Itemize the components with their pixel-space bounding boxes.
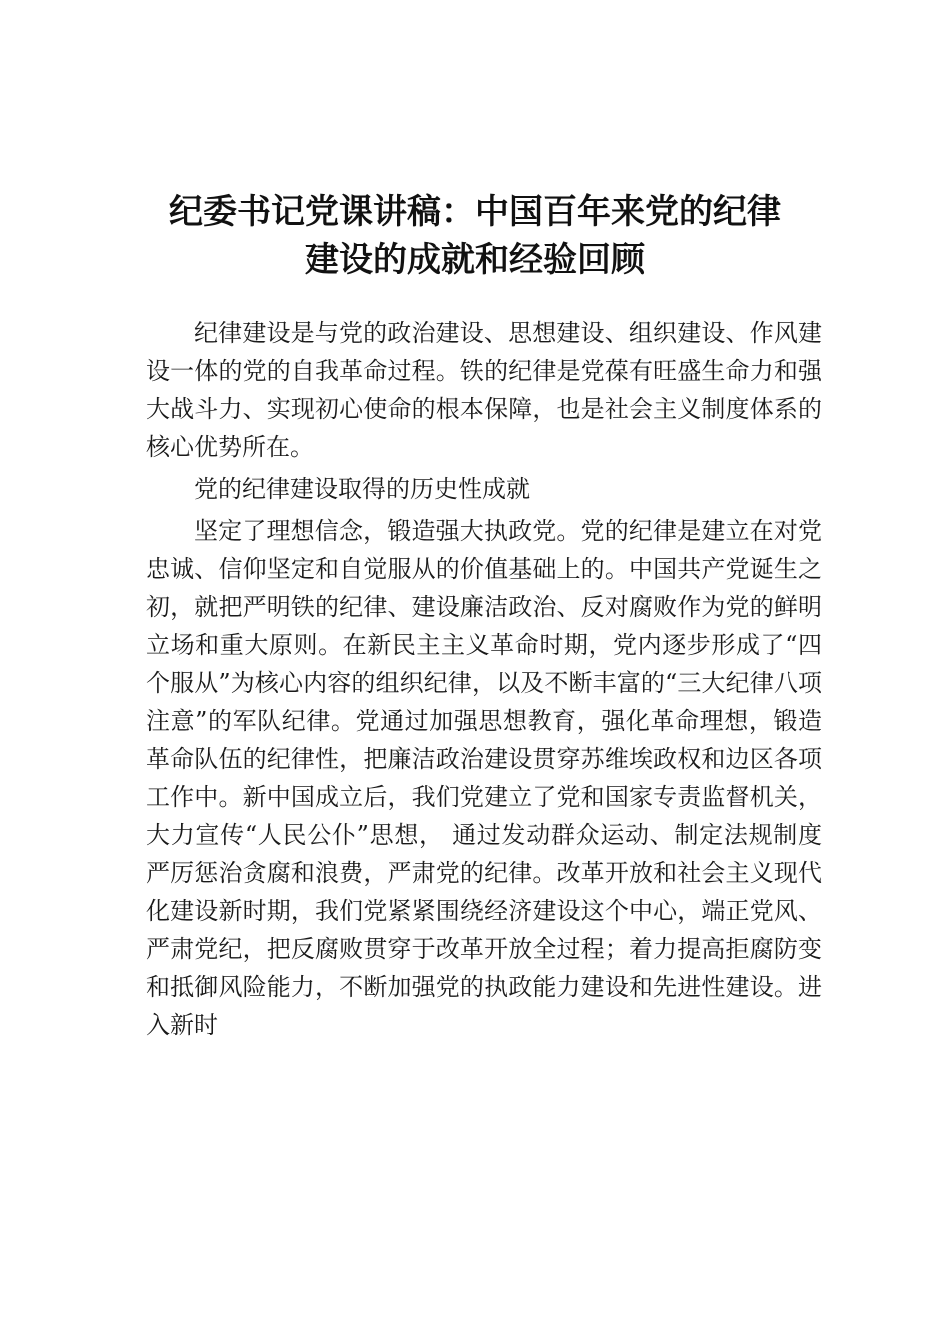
intro-paragraph: 纪律建设是与党的政治建设、思想建设、组织建设、作风建设一体的党的自我革命过程。铁的纪律是党葆有旺盛生命力和强大战斗力、实现初心使命的根本保障，也是社会主义制度体系的核心优势所在。: [146, 319, 822, 461]
title-line-2: 建设的成就和经验回顾: [305, 240, 645, 280]
achievement-paragraph: 坚定了理想信念，锻造强大执政党。党的纪律是建立在对党忠诚、信仰坚定和自觉服从的价值基础上的。中国共产党诞生之初，就把严明铁的纪律、建设廉洁政治、反对腐败作为党的鲜明立场和重大原则。在新民主主义革命时期，党内逐步形成了“四个服从”为核心内容的组织纪律，以及不断丰富的“三大纪律八项注意”的军队纪律。党通过加强思想教育，强化革命理想，锻造革命队伍的纪律性，把廉洁政治建设贯穿苏维埃政权和边区各项工作中。新中国成立后，我们党建立了党和国家专责监督机关，大力宣传“人民公仆”思想， 通过发动群众运动、制定法规制度严厉惩治贪腐和浪费，严肃党的纪律。改革开放和社会主义现代化建设新时期，我们党紧紧围绕经济建设这个中心，端正党风、严肃党纪，把反腐败贯穿于改革开放全过程；着力提高拒腐防变和抵御风险能力，不断加强党的执政能力建设和先进性建设。进入新时: [146, 517, 822, 1039]
document-body: [146, 314, 822, 1044]
section-heading: 党的纪律建设取得的历史性成就: [194, 475, 530, 503]
title-line-1: 纪委书记党课讲稿：中国百年来党的纪律: [169, 192, 781, 232]
page-title: [120, 188, 830, 284]
